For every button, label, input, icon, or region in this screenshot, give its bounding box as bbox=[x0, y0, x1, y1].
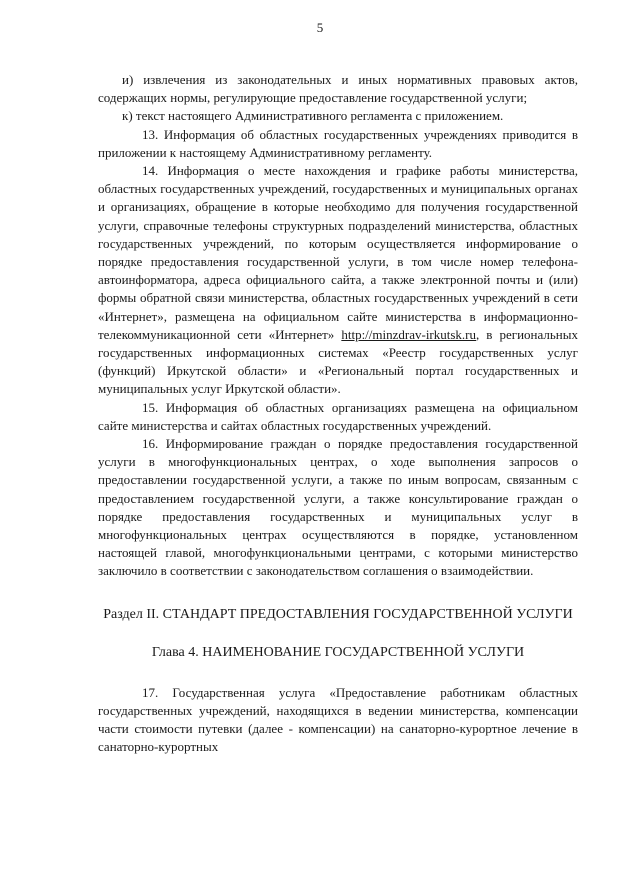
document-body bbox=[98, 71, 578, 757]
chapter-heading: Глава 4. НАИМЕНОВАНИЕ ГОСУДАРСТВЕННОЙ УСЛУГИ bbox=[151, 644, 525, 660]
paragraph-16: 16. Информирование граждан о порядке предоставления государственной услуги в многофункциональных центрах, о ходе выполнения запросов о предоставлении государственной услуги, а также по иным вопросам, связанным с предоставлением государственной услуги, а также консультирование граждан о порядке предоставления государственных и муниципальных услуг в многофункциональных центрах осуществляются в порядке, установленном настоящей главой, многофункциональными центрами, с которыми министерство заключило в соответствии с законодательством соглашения о взаимодействии. bbox=[98, 436, 578, 579]
page-number: 5 bbox=[316, 20, 324, 35]
minzdrav-website-link[interactable]: http://minzdrav-irkutsk.ru bbox=[341, 326, 477, 342]
section-heading: Раздел II. СТАНДАРТ ПРЕДОСТАВЛЕНИЯ ГОСУДАРСТВЕННОЙ УСЛУГИ bbox=[103, 606, 573, 622]
paragraph-k: к) текст настоящего Административного регламента с приложением. bbox=[122, 108, 504, 124]
paragraph-13: 13. Информация об областных государственных учреждениях приводится в приложении к настоящему Административному регламенту. bbox=[98, 126, 578, 160]
paragraph-i: и) извлечения из законодательных и иных нормативных правовых актов, содержащих нормы, регулирующие предоставление государственной услуги; bbox=[98, 72, 578, 106]
paragraph-15: 15. Информация об областных организациях размещена на официальном сайте министерства и сайтах областных государственных учреждений. bbox=[98, 399, 578, 433]
paragraph-17: 17. Государственная услуга «Предоставление работникам областных государственных учреждений, находящихся в ведении министерства, компенсации части стоимости путевки (далее - компенсации) на санаторно-курортное лечение в санаторно-курортных bbox=[98, 684, 578, 755]
spacer bbox=[98, 662, 578, 684]
paragraph-14 bbox=[98, 162, 578, 399]
paragraph-14-text-start: 14. Информация о месте нахождения и графике работы министерства, областных государственных учреждений, государственных и муниципальных органах и организациях, обращение в которые необходимо для получения государственной услуги, справочные телефоны структурных подразделений министерства, областных государственных учреждений, по которым осуществляется информирование о порядке предоставления государственной услуги, в том числе номер телефона-автоинформатора, адреса официального сайта, а также электронной почты и (или) формы обратной связи министерства, областных государственных учреждений в сети «Интернет», размещена на официальном сайте министерства в информационно-телекоммуникационной сети «Интернет» bbox=[98, 163, 578, 342]
paragraph-14-text-end: , в региональных государственных информационных системах «Реестр государственных услуг (функций) Иркутской области» и «Региональный портал государственных и муниципальных услуг Иркутской области». bbox=[98, 326, 578, 397]
